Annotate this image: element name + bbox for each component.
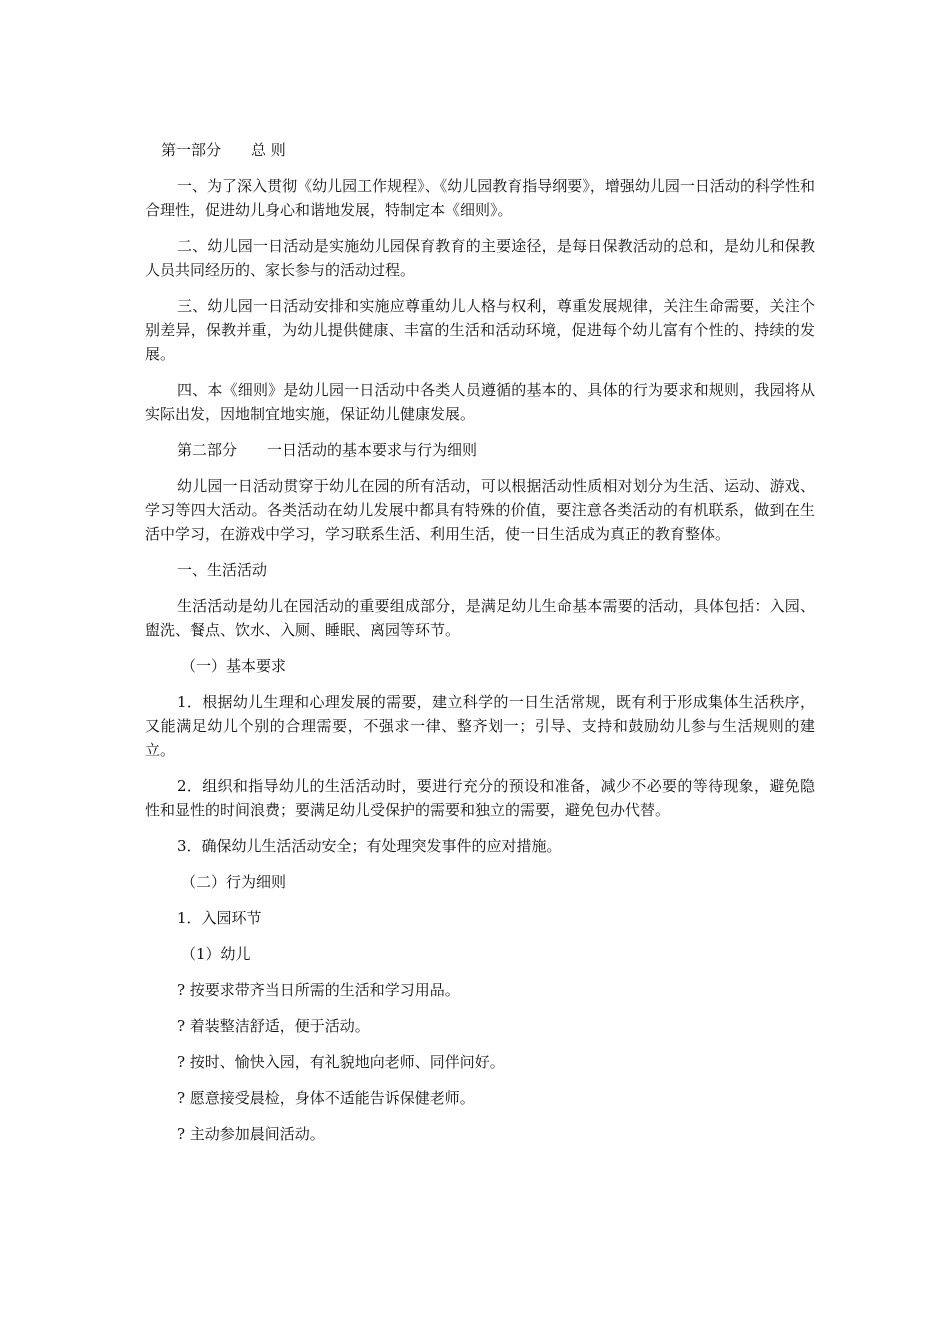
- requirement-2: 2．组织和指导幼儿的生活活动时，要进行充分的预设和准备，减少不必要的等待现象，避免隐性和显性的时间浪费；要满足幼儿受保护的需要和独立的需要，避免包办代替。: [145, 777, 815, 819]
- requirement-3: 3．确保幼儿生活活动安全；有处理突发事件的应对措施。: [177, 837, 562, 855]
- list-item: ? 愿意接受晨检，身体不适能告诉保健老师。: [177, 1089, 475, 1107]
- section1-title: 一、生活活动: [177, 561, 268, 579]
- document-page: [145, 138, 815, 1158]
- paragraph-1: 一、为了深入贯彻《幼儿园工作规程》、《幼儿园教育指导纲要》，增强幼儿园一日活动的科学性和合理性，促进幼儿身心和谐地发展，特制定本《细则》。: [145, 177, 815, 219]
- paragraph-4: 四、本《细则》是幼儿园一日活动中各类人员遵循的基本的、具体的行为要求和规则，我园将从实际出发，因地制宜地实施，保证幼儿健康发展。: [145, 381, 815, 423]
- behavior-details-title: （二）行为细则: [181, 873, 287, 891]
- basic-requirements-title: （一）基本要求: [181, 657, 287, 675]
- child-subtitle: （1）幼儿: [181, 945, 251, 963]
- entry-section-title: 1．入园环节: [177, 909, 262, 927]
- requirement-1: 1．根据幼儿生理和心理发展的需要，建立科学的一日生活常规，既有利于形成集体生活秩序，又能满足幼儿个别的合理需要，不强求一律、整齐划一；引导、支持和鼓励幼儿参与生活规则的建立。: [145, 693, 815, 759]
- list-item: ? 主动参加晨间活动。: [177, 1125, 325, 1143]
- paragraph-5: 幼儿园一日活动贯穿于幼儿在园的所有活动，可以根据活动性质相对划分为生活、运动、游戏、学习等四大活动。各类活动在幼儿发展中都具有特殊的价值，要注意各类活动的有机联系，做到在生活中学习，在游戏中学习，学习联系生活、利用生活，使一日生活成为真正的教育整体。: [145, 477, 815, 543]
- list-item: ? 按要求带齐当日所需的生活和学习用品。: [177, 981, 460, 999]
- part2-title: 第二部分 一日活动的基本要求与行为细则: [177, 441, 478, 459]
- part1-title: 第一部分 总 则: [161, 141, 286, 159]
- paragraph-6: 生活活动是幼儿在园活动的重要组成部分，是满足幼儿生命基本需要的活动，具体包括：入园、盥洗、餐点、饮水、入厕、睡眠、离园等环节。: [145, 597, 815, 639]
- list-item: ? 着装整洁舒适，便于活动。: [177, 1017, 370, 1035]
- paragraph-3: 三、幼儿园一日活动安排和实施应尊重幼儿人格与权利，尊重发展规律，关注生命需要，关注个别差异，保教并重，为幼儿提供健康、丰富的生活和活动环境，促进每个幼儿富有个性的、持续的发展。: [145, 297, 815, 363]
- list-item: ? 按时、愉快入园，有礼貌地向老师、同伴问好。: [177, 1053, 505, 1071]
- paragraph-2: 二、幼儿园一日活动是实施幼儿园保育教育的主要途径，是每日保教活动的总和，是幼儿和保教人员共同经历的、家长参与的活动过程。: [145, 237, 815, 279]
